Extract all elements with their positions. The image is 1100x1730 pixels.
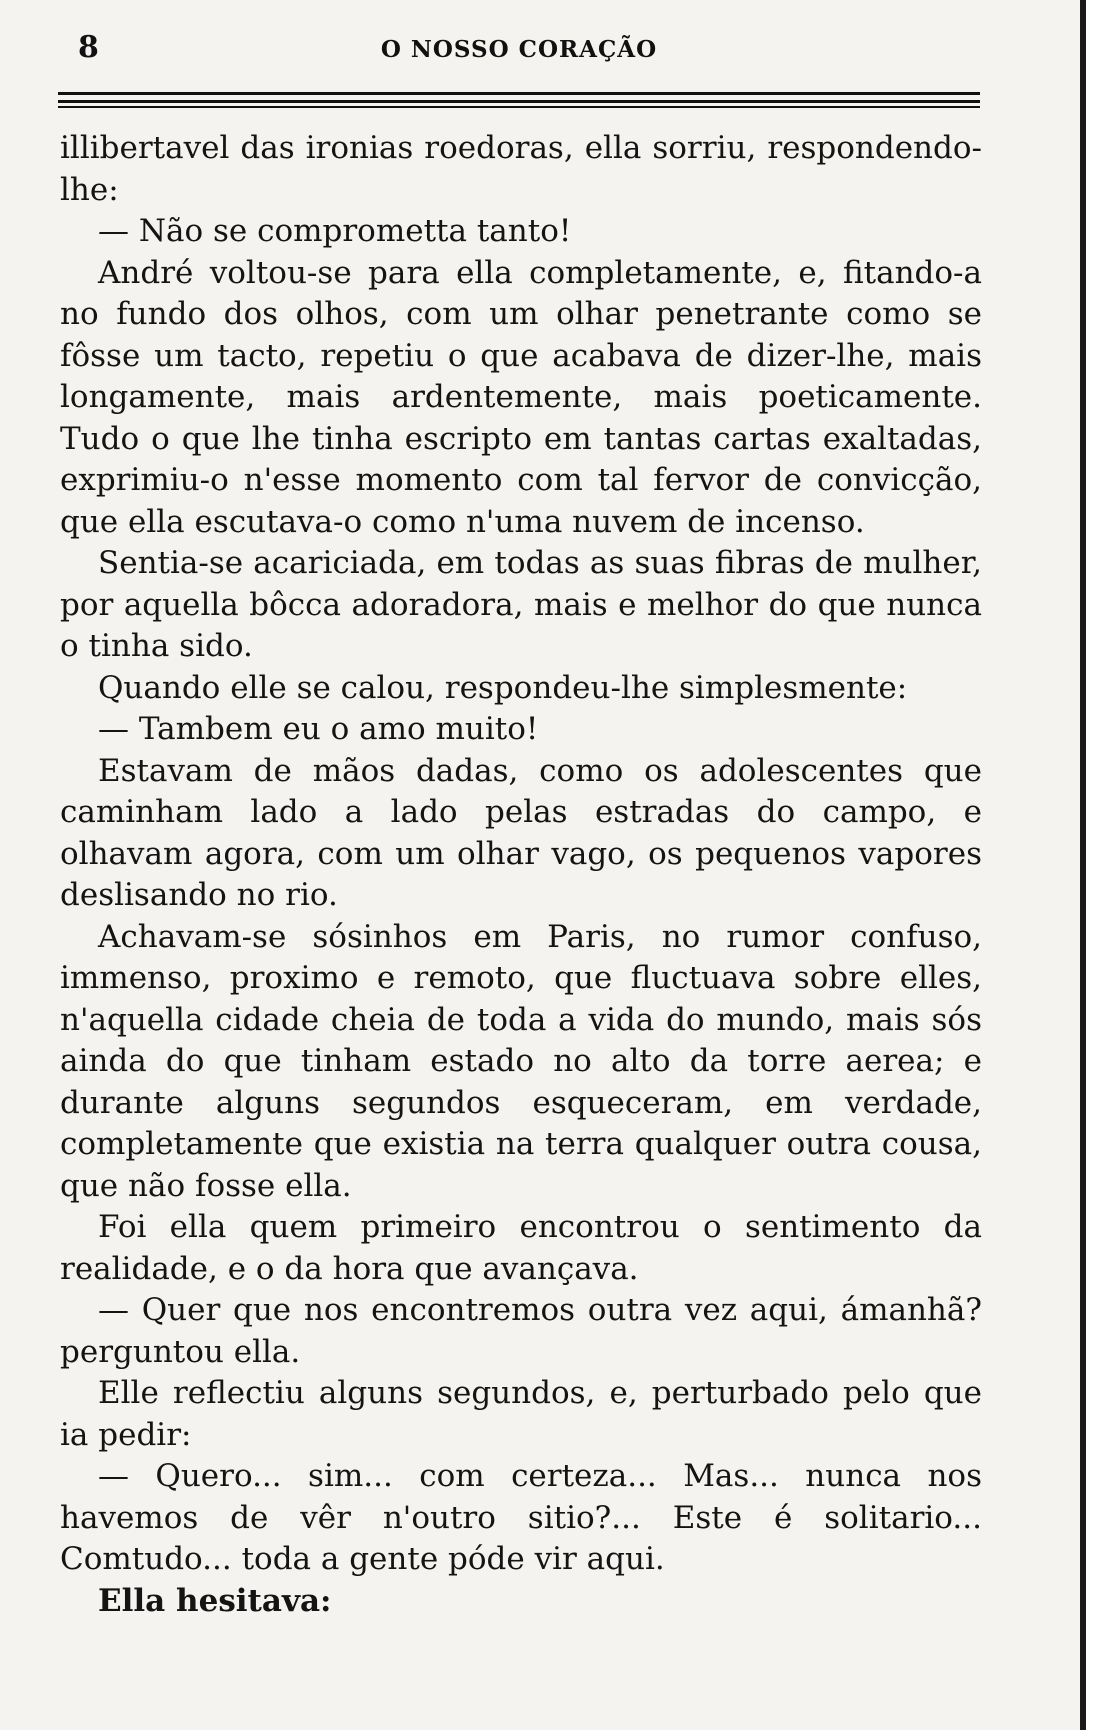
page-header <box>60 30 978 70</box>
paragraph: Quando elle se calou, respondeu-lhe simplesmente: <box>98 669 908 706</box>
header-rule <box>58 106 980 108</box>
paragraph: — Tambem eu o amo muito! <box>98 711 539 747</box>
header-rule <box>58 100 980 103</box>
paragraph: Sentia-se acariciada, em todas as suas fibras de mulher, por aquella bôcca adoradora, mais e melhor do que nunca o tinha sido. <box>60 545 982 664</box>
page-number: 8 <box>78 30 99 65</box>
header-rule <box>58 92 980 95</box>
page-edge-shadow <box>1080 0 1086 1730</box>
body-text <box>60 128 982 1622</box>
paragraph: — Não se comprometta tanto! <box>98 213 572 249</box>
paragraph: Elle reflectiu alguns segundos, e, perturbado pelo que ia pedir: <box>60 1375 982 1453</box>
paragraph: André voltou-se para ella completamente, e, fitando-a no fundo dos olhos, com um olhar penetrante como se fôsse um tacto, repetiu o que acabava de dizer-lhe, mais longamente, mais ardentemente, mais poeticamente. Tudo o que lhe tinha escripto em tantas cartas exaltadas, exprimiu-o n'esse momento com tal fervor de convicção, que ella escutava-o como n'uma nuvem de incenso. <box>60 254 982 540</box>
paragraph: Estavam de mãos dadas, como os adolescentes que caminham lado a lado pelas estradas do campo, e olhavam agora, com um olhar vago, os pequenos vapores deslisando no rio. <box>60 752 982 913</box>
paragraph: Foi ella quem primeiro encontrou o sentimento da realidade, e o da hora que avançava. <box>60 1209 982 1287</box>
running-title: O NOSSO CORAÇÃO <box>380 36 658 63</box>
paragraph: Ella hesitava: <box>98 1582 332 1619</box>
paragraph: — Quero... sim... com certeza... Mas... nunca nos havemos de vêr n'outro sitio?... Este é solitario... Comtudo... toda a gente póde vir aqui. <box>60 1458 982 1577</box>
paragraph: Achavam-se sósinhos em Paris, no rumor confuso, immenso, proximo e remoto, que fluctuava sobre elles, n'aquella cidade cheia de toda a vida do mundo, mais sós ainda do que tinham estado no alto da torre aerea; e durante alguns segundos esqueceram, em verdade, completamente que existia na terra qualquer outra cousa, que não fosse ella. <box>60 918 982 1204</box>
paragraph: — Quer que nos encontremos outra vez aqui, ámanhã? perguntou ella. <box>60 1292 982 1370</box>
paragraph: illibertavel das ironias roedoras, ella sorriu, respondendo-lhe: <box>60 130 982 208</box>
